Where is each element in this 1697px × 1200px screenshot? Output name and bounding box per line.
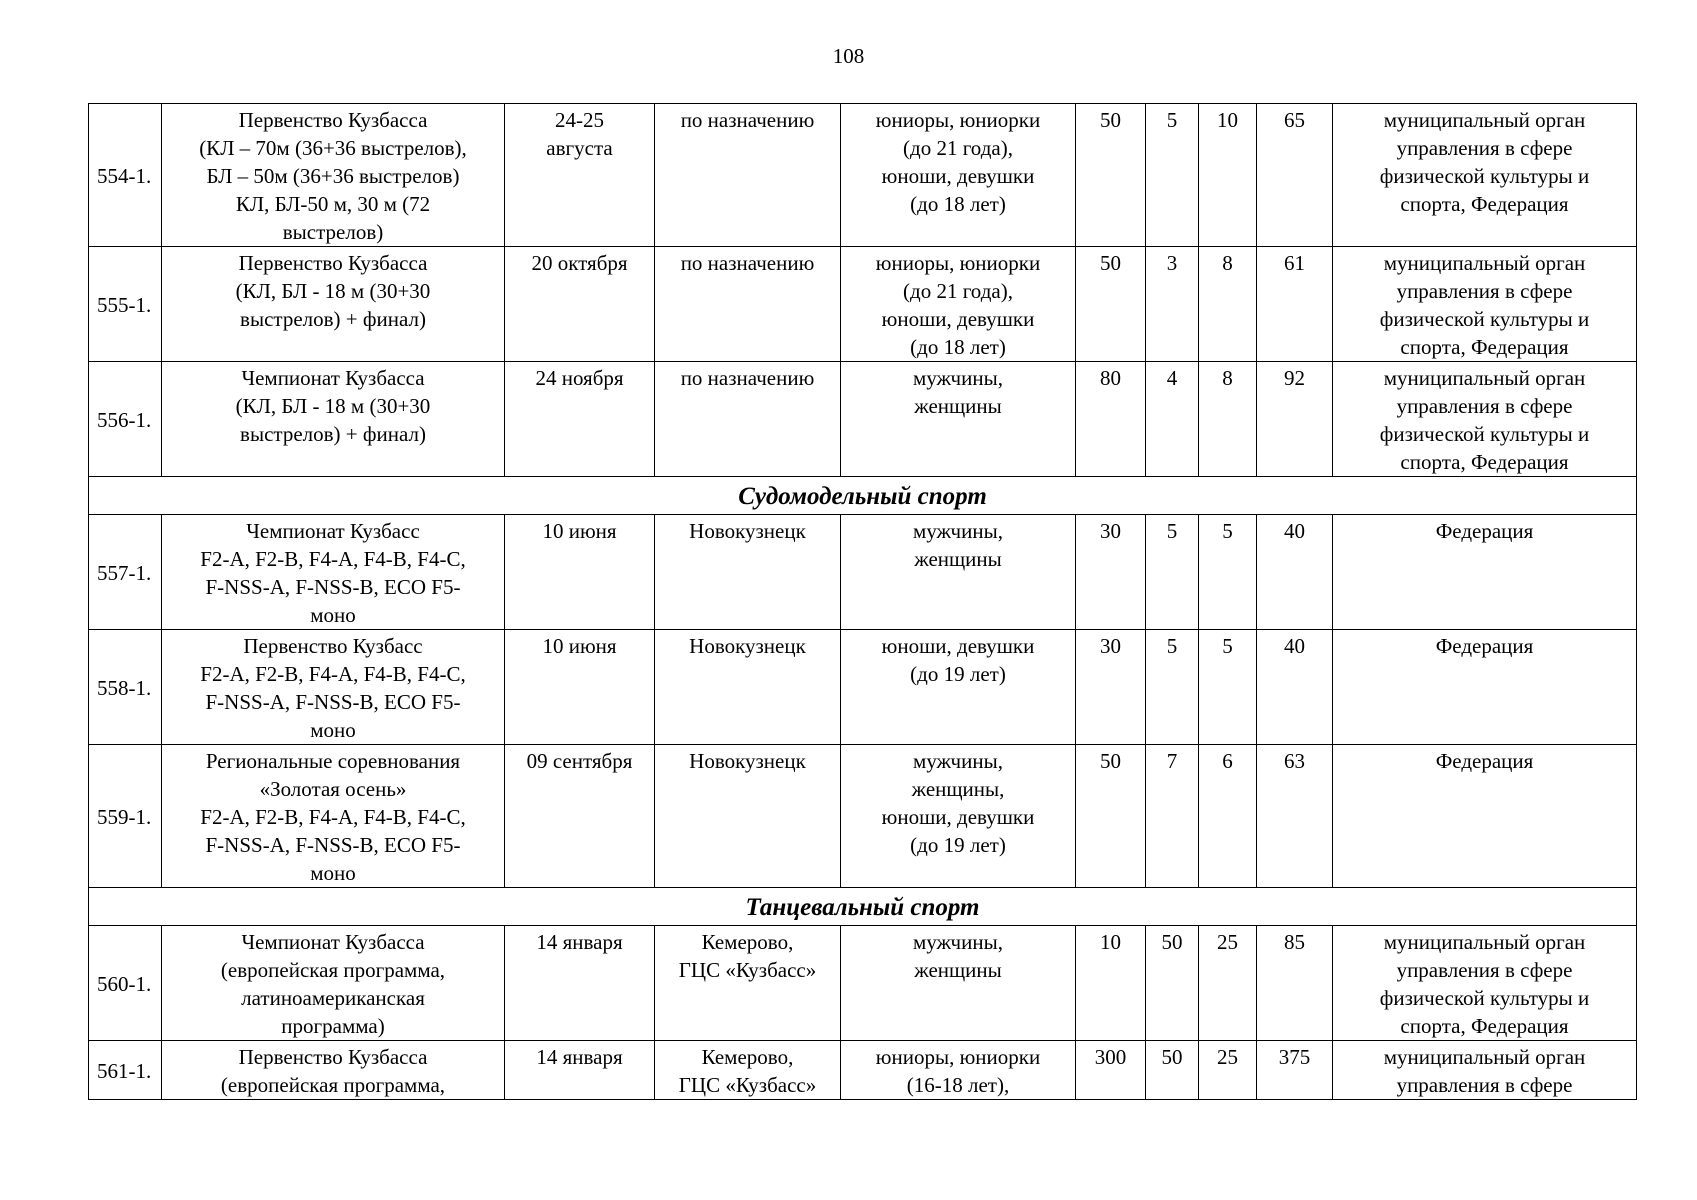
count-cell: 5: [1146, 104, 1199, 247]
table-row: [89, 247, 1637, 362]
text-line: Новокузнецк: [689, 634, 806, 658]
event-place: [655, 247, 841, 362]
count-cell: 7: [1146, 745, 1199, 888]
count-cell: 300: [1076, 1041, 1146, 1100]
text-line: физической культуры и: [1379, 986, 1590, 1010]
count-cell: 5: [1199, 515, 1257, 630]
text-line: Кемерово,: [701, 930, 794, 954]
text-line: 14 января: [536, 930, 623, 954]
count-cell: 30: [1076, 515, 1146, 630]
organizer: [1333, 247, 1637, 362]
participants: [841, 745, 1076, 888]
row-number: 555-1.: [89, 247, 162, 362]
event-name: [162, 362, 505, 477]
text-line: (16-18 лет),: [906, 1073, 1010, 1097]
section-title: Судомодельный спорт: [89, 477, 1637, 515]
count-cell: 8: [1199, 362, 1257, 477]
text-line: 10 июня: [542, 634, 617, 658]
event-name: [162, 515, 505, 630]
row-number: 560-1.: [89, 926, 162, 1041]
text-line: юноши, девушки: [881, 805, 1035, 829]
count-cell: 50: [1076, 247, 1146, 362]
text-line: женщины,: [911, 777, 1005, 801]
count-cell: 5: [1146, 630, 1199, 745]
text-line: выстрелов) + финал): [240, 307, 426, 331]
event-dates: [505, 247, 655, 362]
count-cell: 50: [1076, 745, 1146, 888]
text-line: спорта, Федерация: [1400, 450, 1569, 474]
text-line: 14 января: [536, 1045, 623, 1069]
text-line: F2-A, F2-B, F4-A, F4-B, F4-C,: [200, 805, 466, 829]
organizer: [1333, 745, 1637, 888]
table-row: [89, 745, 1637, 888]
organizer: [1333, 630, 1637, 745]
text-line: 10 июня: [542, 519, 617, 543]
total-cell: 375: [1257, 1041, 1333, 1100]
section-row: [89, 888, 1637, 926]
text-line: ГЦС «Кузбасс»: [678, 958, 817, 982]
text-line: (европейская программа,: [220, 1073, 446, 1097]
text-line: Первенство Кузбасса: [238, 251, 428, 275]
section-row: [89, 477, 1637, 515]
text-line: программа): [281, 1014, 385, 1038]
text-line: юниоры, юниорки: [875, 251, 1041, 275]
page-number: 108: [832, 44, 865, 68]
text-line: физической культуры и: [1379, 164, 1590, 188]
text-line: F-NSS-A, F-NSS-B, ECO F5-: [205, 833, 461, 857]
event-name: [162, 745, 505, 888]
text-line: латиноамериканская: [241, 986, 425, 1010]
count-cell: 8: [1199, 247, 1257, 362]
event-dates: [505, 745, 655, 888]
text-line: управления в сфере: [1396, 279, 1573, 303]
text-line: Чемпионат Кузбасса: [241, 930, 425, 954]
text-line: F2-A, F2-B, F4-A, F4-B, F4-C,: [200, 662, 466, 686]
section-title: Танцевальный спорт: [89, 888, 1637, 926]
text-line: спорта, Федерация: [1400, 335, 1569, 359]
text-line: юноши, девушки: [881, 164, 1035, 188]
total-cell: 40: [1257, 515, 1333, 630]
text-line: муниципальный орган: [1383, 366, 1586, 390]
text-line: Новокузнецк: [689, 749, 806, 773]
text-line: мужчины,: [913, 930, 1003, 954]
count-cell: 5: [1199, 630, 1257, 745]
text-line: Федерация: [1435, 519, 1534, 543]
text-line: ГЦС «Кузбасс»: [678, 1073, 817, 1097]
event-dates: [505, 926, 655, 1041]
text-line: по назначению: [680, 251, 815, 275]
text-line: (КЛ, БЛ - 18 м (30+30: [235, 394, 431, 418]
text-line: Федерация: [1435, 634, 1534, 658]
event-place: [655, 515, 841, 630]
text-line: 24-25: [555, 108, 604, 132]
total-cell: 40: [1257, 630, 1333, 745]
organizer: [1333, 515, 1637, 630]
text-line: Первенство Кузбасса: [238, 108, 428, 132]
text-line: по назначению: [680, 108, 815, 132]
count-cell: 25: [1199, 1041, 1257, 1100]
text-line: управления в сфере: [1396, 136, 1573, 160]
text-line: моно: [310, 718, 356, 742]
text-line: (европейская программа,: [220, 958, 446, 982]
text-line: женщины: [914, 958, 1002, 982]
count-cell: 5: [1146, 515, 1199, 630]
event-name: [162, 630, 505, 745]
text-line: спорта, Федерация: [1400, 1014, 1569, 1038]
count-cell: 4: [1146, 362, 1199, 477]
event-place: [655, 104, 841, 247]
organizer: [1333, 362, 1637, 477]
table-row: [89, 362, 1637, 477]
competition-table: [88, 103, 1637, 1100]
text-line: физической культуры и: [1379, 307, 1590, 331]
text-line: (до 19 лет): [910, 833, 1006, 857]
text-line: женщины: [914, 547, 1002, 571]
participants: [841, 926, 1076, 1041]
organizer: [1333, 1041, 1637, 1100]
text-line: Чемпионат Кузбасса: [241, 366, 425, 390]
text-line: 20 октября: [531, 251, 628, 275]
text-line: Новокузнецк: [689, 519, 806, 543]
table-row: [89, 630, 1637, 745]
organizer: [1333, 926, 1637, 1041]
text-line: женщины: [914, 394, 1002, 418]
text-line: юноши, девушки: [881, 307, 1035, 331]
count-cell: 50: [1076, 104, 1146, 247]
text-line: «Золотая осень»: [259, 777, 407, 801]
text-line: (до 19 лет): [910, 662, 1006, 686]
event-place: [655, 362, 841, 477]
text-line: юниоры, юниорки: [875, 1045, 1041, 1069]
event-name: [162, 1041, 505, 1100]
text-line: муниципальный орган: [1383, 251, 1586, 275]
text-line: физической культуры и: [1379, 422, 1590, 446]
text-line: юноши, девушки: [881, 634, 1035, 658]
event-dates: [505, 1041, 655, 1100]
text-line: августа: [546, 136, 613, 160]
event-name: [162, 247, 505, 362]
count-cell: 30: [1076, 630, 1146, 745]
event-dates: [505, 630, 655, 745]
text-line: Кемерово,: [701, 1045, 794, 1069]
participants: [841, 247, 1076, 362]
table-row: [89, 104, 1637, 247]
text-line: (КЛ, БЛ - 18 м (30+30: [235, 279, 431, 303]
text-line: моно: [310, 861, 356, 885]
text-line: мужчины,: [913, 366, 1003, 390]
event-place: [655, 926, 841, 1041]
text-line: 24 ноября: [535, 366, 624, 390]
text-line: 09 сентября: [526, 749, 633, 773]
text-line: выстрелов) + финал): [240, 422, 426, 446]
text-line: Чемпионат Кузбасс: [246, 519, 420, 543]
event-name: [162, 926, 505, 1041]
total-cell: 85: [1257, 926, 1333, 1041]
text-line: (до 21 года),: [903, 136, 1013, 160]
participants: [841, 1041, 1076, 1100]
row-number: 554-1.: [89, 104, 162, 247]
text-line: управления в сфере: [1396, 958, 1573, 982]
table-body: [89, 104, 1637, 1100]
event-place: [655, 630, 841, 745]
count-cell: 80: [1076, 362, 1146, 477]
text-line: по назначению: [680, 366, 815, 390]
text-line: (до 18 лет): [910, 335, 1006, 359]
table-row: [89, 1041, 1637, 1100]
text-line: моно: [310, 603, 356, 627]
text-line: (КЛ – 70м (36+36 выстрелов),: [199, 136, 467, 160]
row-number: 559-1.: [89, 745, 162, 888]
total-cell: 61: [1257, 247, 1333, 362]
count-cell: 3: [1146, 247, 1199, 362]
event-dates: [505, 104, 655, 247]
text-line: юниоры, юниорки: [875, 108, 1041, 132]
event-name: [162, 104, 505, 247]
text-line: Федерация: [1435, 749, 1534, 773]
event-dates: [505, 515, 655, 630]
total-cell: 65: [1257, 104, 1333, 247]
count-cell: 6: [1199, 745, 1257, 888]
text-line: КЛ, БЛ-50 м, 30 м (72: [235, 192, 431, 216]
text-line: БЛ – 50м (36+36 выстрелов): [206, 164, 460, 188]
count-cell: 50: [1146, 1041, 1199, 1100]
row-number: 561-1.: [89, 1041, 162, 1100]
participants: [841, 104, 1076, 247]
event-place: [655, 1041, 841, 1100]
event-place: [655, 745, 841, 888]
count-cell: 10: [1076, 926, 1146, 1041]
participants: [841, 362, 1076, 477]
text-line: Первенство Кузбасс: [243, 634, 423, 658]
table-row: [89, 515, 1637, 630]
table-row: [89, 926, 1637, 1041]
total-cell: 63: [1257, 745, 1333, 888]
organizer: [1333, 104, 1637, 247]
text-line: управления в сфере: [1396, 394, 1573, 418]
count-cell: 10: [1199, 104, 1257, 247]
event-dates: [505, 362, 655, 477]
text-line: F2-A, F2-B, F4-A, F4-B, F4-C,: [200, 547, 466, 571]
text-line: муниципальный орган: [1383, 930, 1586, 954]
text-line: мужчины,: [913, 519, 1003, 543]
row-number: 556-1.: [89, 362, 162, 477]
participants: [841, 630, 1076, 745]
text-line: (до 21 года),: [903, 279, 1013, 303]
text-line: спорта, Федерация: [1400, 192, 1569, 216]
text-line: выстрелов): [282, 220, 384, 244]
participants: [841, 515, 1076, 630]
row-number: 558-1.: [89, 630, 162, 745]
row-number: 557-1.: [89, 515, 162, 630]
text-line: мужчины,: [913, 749, 1003, 773]
text-line: Региональные соревнования: [205, 749, 461, 773]
text-line: муниципальный орган: [1383, 1045, 1586, 1069]
count-cell: 25: [1199, 926, 1257, 1041]
total-cell: 92: [1257, 362, 1333, 477]
text-line: муниципальный орган: [1383, 108, 1586, 132]
text-line: Первенство Кузбасса: [238, 1045, 428, 1069]
text-line: F-NSS-A, F-NSS-B, ECO F5-: [205, 575, 461, 599]
text-line: F-NSS-A, F-NSS-B, ECO F5-: [205, 690, 461, 714]
text-line: управления в сфере: [1396, 1073, 1573, 1097]
count-cell: 50: [1146, 926, 1199, 1041]
text-line: (до 18 лет): [910, 192, 1006, 216]
